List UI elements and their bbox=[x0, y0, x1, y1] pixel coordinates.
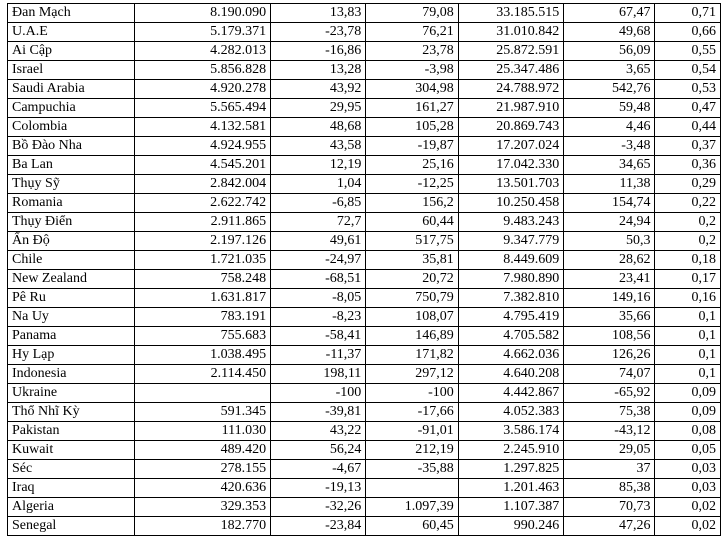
change-cell: 1.097,39 bbox=[366, 498, 458, 517]
value-cell: 783.191 bbox=[135, 308, 271, 327]
value-cell: 591.345 bbox=[135, 403, 271, 422]
country-name-cell: Indonesia bbox=[8, 365, 135, 384]
table-row bbox=[8, 194, 721, 213]
share-cell: 0,08 bbox=[655, 422, 721, 441]
change-cell: -68,51 bbox=[271, 270, 366, 289]
value-cell: 4.924.955 bbox=[135, 137, 271, 156]
value-cell: 111.030 bbox=[135, 422, 271, 441]
change-cell: 297,12 bbox=[366, 365, 458, 384]
share-cell: 0,44 bbox=[655, 118, 721, 137]
country-name-cell: Israel bbox=[8, 61, 135, 80]
table-row bbox=[8, 42, 721, 61]
table-row bbox=[8, 422, 721, 441]
change-cell: -19,87 bbox=[366, 137, 458, 156]
share-cell: 0,02 bbox=[655, 498, 721, 517]
change-cell: 35,66 bbox=[564, 308, 655, 327]
value-cell: 278.155 bbox=[135, 460, 271, 479]
value-cell: 10.250.458 bbox=[458, 194, 563, 213]
table-row bbox=[8, 118, 721, 137]
value-cell: 182.770 bbox=[135, 517, 271, 536]
data-table bbox=[7, 3, 721, 536]
change-cell: 72,7 bbox=[271, 213, 366, 232]
value-cell: 20.869.743 bbox=[458, 118, 563, 137]
value-cell: 5.565.494 bbox=[135, 99, 271, 118]
country-name-cell: Hy Lạp bbox=[8, 346, 135, 365]
share-cell: 0,05 bbox=[655, 441, 721, 460]
change-cell: 13,28 bbox=[271, 61, 366, 80]
change-cell: 29,95 bbox=[271, 99, 366, 118]
country-name-cell: Colombia bbox=[8, 118, 135, 137]
country-name-cell: Romania bbox=[8, 194, 135, 213]
share-cell: 0,2 bbox=[655, 232, 721, 251]
change-cell: 74,07 bbox=[564, 365, 655, 384]
value-cell: 13.501.703 bbox=[458, 175, 563, 194]
table-row bbox=[8, 517, 721, 536]
change-cell: 105,28 bbox=[366, 118, 458, 137]
change-cell: 161,27 bbox=[366, 99, 458, 118]
change-cell: 1,04 bbox=[271, 175, 366, 194]
change-cell: 108,56 bbox=[564, 327, 655, 346]
change-cell: 37 bbox=[564, 460, 655, 479]
change-cell: -100 bbox=[271, 384, 366, 403]
table-row bbox=[8, 175, 721, 194]
value-cell: 2.842.004 bbox=[135, 175, 271, 194]
value-cell: 8.190.090 bbox=[135, 4, 271, 23]
share-cell: 0,18 bbox=[655, 251, 721, 270]
table-row bbox=[8, 80, 721, 99]
change-cell bbox=[366, 479, 458, 498]
table-row bbox=[8, 346, 721, 365]
value-cell: 17.042.330 bbox=[458, 156, 563, 175]
value-cell: 4.795.419 bbox=[458, 308, 563, 327]
change-cell: 48,68 bbox=[271, 118, 366, 137]
change-cell: 25,16 bbox=[366, 156, 458, 175]
country-name-cell: Đan Mạch bbox=[8, 4, 135, 23]
change-cell: 56,24 bbox=[271, 441, 366, 460]
change-cell: -4,67 bbox=[271, 460, 366, 479]
table-row bbox=[8, 327, 721, 346]
share-cell: 0,09 bbox=[655, 384, 721, 403]
change-cell: -32,26 bbox=[271, 498, 366, 517]
table-row bbox=[8, 479, 721, 498]
change-cell: -43,12 bbox=[564, 422, 655, 441]
value-cell: 25.347.486 bbox=[458, 61, 563, 80]
value-cell: 758.248 bbox=[135, 270, 271, 289]
value-cell: 31.010.842 bbox=[458, 23, 563, 42]
share-cell: 0,55 bbox=[655, 42, 721, 61]
country-name-cell: Pakistan bbox=[8, 422, 135, 441]
change-cell: -23,84 bbox=[271, 517, 366, 536]
change-cell: -3,98 bbox=[366, 61, 458, 80]
share-cell: 0,54 bbox=[655, 61, 721, 80]
value-cell: 2.911.865 bbox=[135, 213, 271, 232]
country-name-cell: Ai Cập bbox=[8, 42, 135, 61]
change-cell: -16,86 bbox=[271, 42, 366, 61]
change-cell: 304,98 bbox=[366, 80, 458, 99]
share-cell: 0,53 bbox=[655, 80, 721, 99]
value-cell: 7.382.810 bbox=[458, 289, 563, 308]
country-name-cell: Kuwait bbox=[8, 441, 135, 460]
table-row bbox=[8, 270, 721, 289]
share-cell: 0,03 bbox=[655, 460, 721, 479]
table-row bbox=[8, 61, 721, 80]
change-cell: 13,83 bbox=[271, 4, 366, 23]
value-cell: 1.297.825 bbox=[458, 460, 563, 479]
change-cell: 23,41 bbox=[564, 270, 655, 289]
value-cell: 4.920.278 bbox=[135, 80, 271, 99]
change-cell: 20,72 bbox=[366, 270, 458, 289]
value-cell: 3.586.174 bbox=[458, 422, 563, 441]
value-cell: 17.207.024 bbox=[458, 137, 563, 156]
share-cell: 0,02 bbox=[655, 517, 721, 536]
change-cell: 750,79 bbox=[366, 289, 458, 308]
value-cell: 1.107.387 bbox=[458, 498, 563, 517]
value-cell: 9.347.779 bbox=[458, 232, 563, 251]
country-name-cell: U.A.E bbox=[8, 23, 135, 42]
share-cell: 0,47 bbox=[655, 99, 721, 118]
change-cell: -24,97 bbox=[271, 251, 366, 270]
table-row bbox=[8, 251, 721, 270]
change-cell: 43,22 bbox=[271, 422, 366, 441]
table-row bbox=[8, 498, 721, 517]
country-name-cell: Na Uy bbox=[8, 308, 135, 327]
change-cell: 85,38 bbox=[564, 479, 655, 498]
change-cell: -100 bbox=[366, 384, 458, 403]
country-name-cell: Campuchia bbox=[8, 99, 135, 118]
country-name-cell: Ba Lan bbox=[8, 156, 135, 175]
table-row bbox=[8, 99, 721, 118]
change-cell: 12,19 bbox=[271, 156, 366, 175]
country-name-cell: Bồ Đào Nha bbox=[8, 137, 135, 156]
value-cell: 25.872.591 bbox=[458, 42, 563, 61]
change-cell: 24,94 bbox=[564, 213, 655, 232]
value-cell: 9.483.243 bbox=[458, 213, 563, 232]
change-cell: -91,01 bbox=[366, 422, 458, 441]
value-cell: 4.705.582 bbox=[458, 327, 563, 346]
table-row bbox=[8, 403, 721, 422]
change-cell: 156,2 bbox=[366, 194, 458, 213]
value-cell: 489.420 bbox=[135, 441, 271, 460]
value-cell: 4.662.036 bbox=[458, 346, 563, 365]
table-row bbox=[8, 308, 721, 327]
table-body bbox=[8, 4, 721, 536]
change-cell: -8,05 bbox=[271, 289, 366, 308]
share-cell: 0,03 bbox=[655, 479, 721, 498]
table-row bbox=[8, 4, 721, 23]
value-cell: 420.636 bbox=[135, 479, 271, 498]
country-name-cell: Séc bbox=[8, 460, 135, 479]
change-cell: 76,21 bbox=[366, 23, 458, 42]
table-row bbox=[8, 156, 721, 175]
change-cell: 59,48 bbox=[564, 99, 655, 118]
table-row bbox=[8, 289, 721, 308]
country-name-cell: Thụy Điển bbox=[8, 213, 135, 232]
table-row bbox=[8, 213, 721, 232]
country-name-cell: Panama bbox=[8, 327, 135, 346]
value-cell: 4.282.013 bbox=[135, 42, 271, 61]
share-cell: 0,71 bbox=[655, 4, 721, 23]
country-name-cell: Senegal bbox=[8, 517, 135, 536]
change-cell: 4,46 bbox=[564, 118, 655, 137]
change-cell: 79,08 bbox=[366, 4, 458, 23]
share-cell: 0,1 bbox=[655, 346, 721, 365]
share-cell: 0,17 bbox=[655, 270, 721, 289]
change-cell: 67,47 bbox=[564, 4, 655, 23]
table-row bbox=[8, 441, 721, 460]
change-cell: -11,37 bbox=[271, 346, 366, 365]
change-cell: -12,25 bbox=[366, 175, 458, 194]
change-cell: -17,66 bbox=[366, 403, 458, 422]
share-cell: 0,29 bbox=[655, 175, 721, 194]
value-cell: 2.622.742 bbox=[135, 194, 271, 213]
change-cell: -6,85 bbox=[271, 194, 366, 213]
change-cell: 49,68 bbox=[564, 23, 655, 42]
change-cell: 43,58 bbox=[271, 137, 366, 156]
change-cell: -35,88 bbox=[366, 460, 458, 479]
change-cell: -39,81 bbox=[271, 403, 366, 422]
change-cell: 171,82 bbox=[366, 346, 458, 365]
change-cell: 60,44 bbox=[366, 213, 458, 232]
change-cell: -65,92 bbox=[564, 384, 655, 403]
table-row bbox=[8, 365, 721, 384]
change-cell: -58,41 bbox=[271, 327, 366, 346]
value-cell: 5.856.828 bbox=[135, 61, 271, 80]
share-cell: 0,1 bbox=[655, 365, 721, 384]
country-name-cell: Ấn Độ bbox=[8, 232, 135, 251]
change-cell: 149,16 bbox=[564, 289, 655, 308]
country-name-cell: Pê Ru bbox=[8, 289, 135, 308]
value-cell: 33.185.515 bbox=[458, 4, 563, 23]
table-row bbox=[8, 384, 721, 403]
share-cell: 0,22 bbox=[655, 194, 721, 213]
table-row bbox=[8, 23, 721, 42]
change-cell: -19,13 bbox=[271, 479, 366, 498]
value-cell: 329.353 bbox=[135, 498, 271, 517]
change-cell: 154,74 bbox=[564, 194, 655, 213]
change-cell: -23,78 bbox=[271, 23, 366, 42]
change-cell: 198,11 bbox=[271, 365, 366, 384]
change-cell: 108,07 bbox=[366, 308, 458, 327]
change-cell: 34,65 bbox=[564, 156, 655, 175]
change-cell: 43,92 bbox=[271, 80, 366, 99]
value-cell: 4.442.867 bbox=[458, 384, 563, 403]
change-cell: 56,09 bbox=[564, 42, 655, 61]
table-row bbox=[8, 137, 721, 156]
country-name-cell: Iraq bbox=[8, 479, 135, 498]
country-name-cell: Algeria bbox=[8, 498, 135, 517]
value-cell: 21.987.910 bbox=[458, 99, 563, 118]
change-cell: 212,19 bbox=[366, 441, 458, 460]
value-cell: 1.201.463 bbox=[458, 479, 563, 498]
share-cell: 0,09 bbox=[655, 403, 721, 422]
change-cell: 517,75 bbox=[366, 232, 458, 251]
value-cell bbox=[135, 384, 271, 403]
value-cell: 4.545.201 bbox=[135, 156, 271, 175]
change-cell: 23,78 bbox=[366, 42, 458, 61]
share-cell: 0,37 bbox=[655, 137, 721, 156]
value-cell: 5.179.371 bbox=[135, 23, 271, 42]
table-row bbox=[8, 232, 721, 251]
change-cell: 146,89 bbox=[366, 327, 458, 346]
value-cell: 1.721.035 bbox=[135, 251, 271, 270]
value-cell: 4.640.208 bbox=[458, 365, 563, 384]
value-cell: 8.449.609 bbox=[458, 251, 563, 270]
value-cell: 24.788.972 bbox=[458, 80, 563, 99]
value-cell: 1.631.817 bbox=[135, 289, 271, 308]
share-cell: 0,2 bbox=[655, 213, 721, 232]
change-cell: 126,26 bbox=[564, 346, 655, 365]
change-cell: 47,26 bbox=[564, 517, 655, 536]
country-name-cell: Chile bbox=[8, 251, 135, 270]
value-cell: 990.246 bbox=[458, 517, 563, 536]
change-cell: -8,23 bbox=[271, 308, 366, 327]
change-cell: 50,3 bbox=[564, 232, 655, 251]
change-cell: 60,45 bbox=[366, 517, 458, 536]
share-cell: 0,16 bbox=[655, 289, 721, 308]
share-cell: 0,36 bbox=[655, 156, 721, 175]
country-name-cell: New Zealand bbox=[8, 270, 135, 289]
change-cell: 542,76 bbox=[564, 80, 655, 99]
value-cell: 2.114.450 bbox=[135, 365, 271, 384]
country-name-cell: Thổ Nhĩ Kỳ bbox=[8, 403, 135, 422]
change-cell: 75,38 bbox=[564, 403, 655, 422]
value-cell: 755.683 bbox=[135, 327, 271, 346]
value-cell: 2.197.126 bbox=[135, 232, 271, 251]
country-name-cell: Thụy Sỹ bbox=[8, 175, 135, 194]
change-cell: 28,62 bbox=[564, 251, 655, 270]
country-name-cell: Saudi Arabia bbox=[8, 80, 135, 99]
change-cell: 11,38 bbox=[564, 175, 655, 194]
change-cell: 49,61 bbox=[271, 232, 366, 251]
change-cell: 70,73 bbox=[564, 498, 655, 517]
share-cell: 0,66 bbox=[655, 23, 721, 42]
table-row bbox=[8, 460, 721, 479]
value-cell: 4.132.581 bbox=[135, 118, 271, 137]
value-cell: 1.038.495 bbox=[135, 346, 271, 365]
value-cell: 4.052.383 bbox=[458, 403, 563, 422]
value-cell: 2.245.910 bbox=[458, 441, 563, 460]
change-cell: 29,05 bbox=[564, 441, 655, 460]
change-cell: 35,81 bbox=[366, 251, 458, 270]
value-cell: 7.980.890 bbox=[458, 270, 563, 289]
change-cell: -3,48 bbox=[564, 137, 655, 156]
share-cell: 0,1 bbox=[655, 308, 721, 327]
change-cell: 3,65 bbox=[564, 61, 655, 80]
country-name-cell: Ukraine bbox=[8, 384, 135, 403]
share-cell: 0,1 bbox=[655, 327, 721, 346]
